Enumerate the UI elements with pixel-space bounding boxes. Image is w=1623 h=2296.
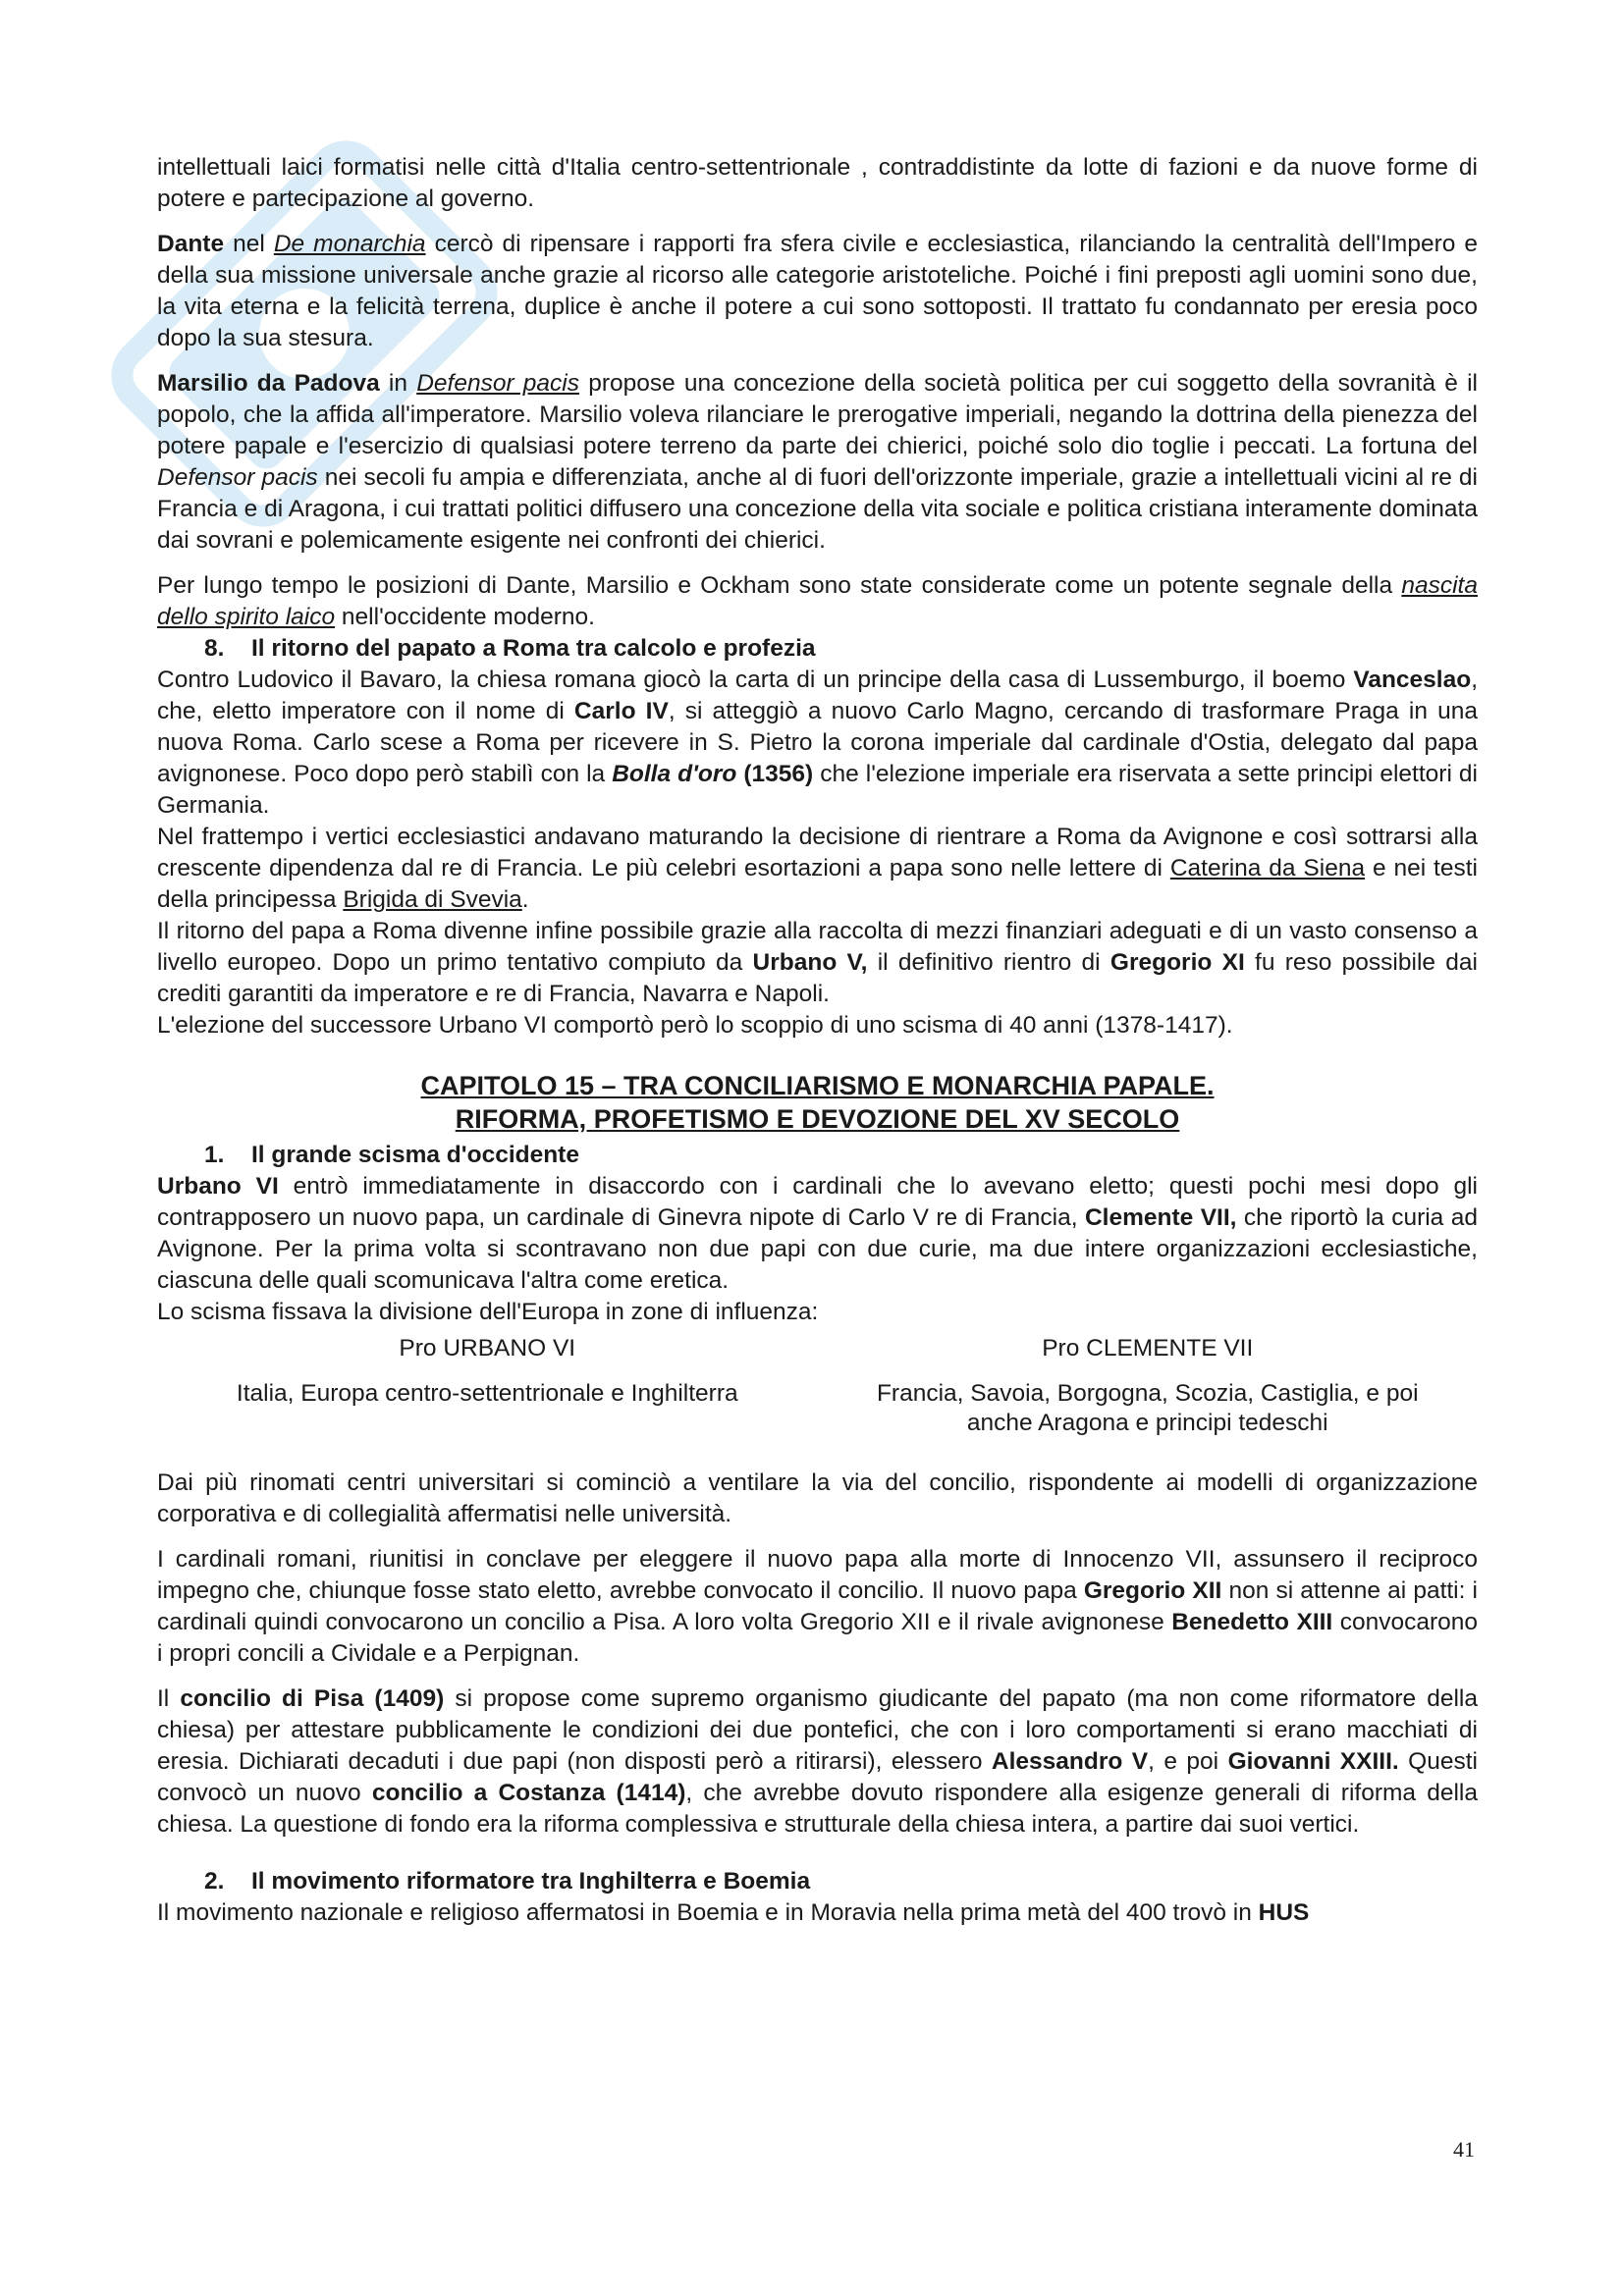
paragraph: Nel frattempo i vertici ecclesiastici andavano maturando la decisione di rientrare a Roma da Avignone e così sottrarsi alla crescente dipendenza dal re di Francia. Le più celebri esortazioni a papa sono nelle lettere di Caterina da Siena e nei testi della principessa Brigida di Svevia.	[157, 824, 1478, 913]
column-body: Francia, Savoia, Borgogna, Scozia, Castiglia, e poi anche Aragona e principi tedeschi	[876, 1380, 1419, 1436]
paragraph: Lo scisma fissava la divisione dell'Europa in zone di influenza:	[157, 1299, 819, 1325]
paragraph: Il ritorno del papa a Roma divenne infine possibile grazie alla raccolta di mezzi finanziari adeguati e di un vasto consenso a livello europeo. Dopo un primo tentativo compiuto da Urbano V, il definitivo rientro di Gregorio XI fu reso possibile dai crediti garantiti da imperatore e re di Francia, Navarra e Napoli.	[157, 918, 1478, 1007]
paragraph: Dai più rinomati centri universitari si cominciò a ventilare la via del concilio, rispondente ai modelli di organizzazione corporativa e di collegialità affermatisi nelle università.	[157, 1469, 1478, 1527]
chapter-title: CAPITOLO 15 – TRA CONCILIARISMO E MONARCHIA PAPALE. RIFORMA, PROFETISMO E DEVOZIONE DEL XV SECOLO	[420, 1071, 1215, 1134]
paragraph: Il movimento nazionale e religioso affermatosi in Boemia e in Moravia nella prima metà del 400 trovò in HUS	[157, 1899, 1310, 1926]
document-body	[157, 152, 1478, 1929]
paragraph: Urbano VI entrò immediatamente in disaccordo con i cardinali che lo avevano eletto; questi pochi mesi dopo gli contrapposero un nuovo papa, un cardinale di Ginevra nipote di Carlo V re di Francia, Clemente VII, che riportò la curia ad Avignone. Per la prima volta si scontravano non due papi con due curie, ma due intere organizzazioni ecclesiastiche, ciascuna delle quali scomunicava l'altra come eretica.	[157, 1173, 1478, 1294]
table-column-urbano	[157, 1334, 818, 1454]
column-body: Italia, Europa centro-settentrionale e Inghilterra	[236, 1380, 738, 1407]
table-column-clemente	[818, 1334, 1479, 1454]
section-heading-1: 1. Il grande scisma d'occidente	[204, 1142, 579, 1168]
paragraph: I cardinali romani, riunitisi in conclave per eleggere il nuovo papa alla morte di Innocenzo VII, assunsero il reciproco impegno che, chiunque fosse stato eletto, avrebbe convocato il concilio. Il nuovo papa Gregorio XII non si attenne ai patti: i cardinali quindi convocarono un concilio a Pisa. A loro volta Gregorio XII e il rivale avignonese Benedetto XIII convocarono i propri concili a Cividale e a Perpignan.	[157, 1546, 1478, 1667]
paragraph: L'elezione del successore Urbano VI comportò però lo scoppio di uno scisma di 40 anni (1378-1417).	[157, 1012, 1233, 1039]
column-header: Pro CLEMENTE VII	[1042, 1335, 1254, 1362]
column-header: Pro URBANO VI	[399, 1335, 576, 1362]
paragraph: Il concilio di Pisa (1409) si propose come supremo organismo giudicante del papato (ma non come riformatore della chiesa) per attestare pubblicamente le condizioni dei due pontefici, che con i loro comportamenti si erano macchiati di eresia. Dichiarati decaduti i due papi (non disposti però a ritirarsi), elessero Alessandro V, e poi Giovanni XXIII. Questi convocò un nuovo concilio a Costanza (1414), che avrebbe dovuto rispondere alla esigenze generali di riforma della chiesa. La questione di fondo era la riforma complessiva e strutturale della chiesa intera, a partire dai suoi vertici.	[157, 1685, 1479, 1838]
paragraph-marsilio: Marsilio da Padova in Defensor pacis propose una concezione della società politica per cui soggetto della sovranità è il popolo, che la affida all'imperatore. Marsilio voleva rilanciare le prerogative imperiali, negando la dottrina della pienezza del potere papale e l'esercizio di qualsiasi potere terreno da parte dei chierici, poiché solo dio toglie i peccati. La fortuna del Defensor pacis nei secoli fu ampia e differenziata, anche al di fuori dell'orizzonte imperiale, grazie a intellettuali vicini al re di Francia e di Aragona, i cui trattati politici diffusero una concezione della vita sociale e politica cristiana interamente dominata dai sovrani e polemicamente esigente nei confronti dei chierici.	[157, 370, 1478, 554]
paragraph: Contro Ludovico il Bavaro, la chiesa romana giocò la carta di un principe della casa di Lussemburgo, il boemo Vanceslao, che, eletto imperatore con il nome di Carlo IV, si atteggiò a nuovo Carlo Magno, cercando di trasformare Praga in una nuova Roma. Carlo scese a Roma per ricevere in S. Pietro la corona imperiale dal cardinale d'Ostia, delegato dal papa avignonese. Poco dopo però stabilì con la Bolla d'oro (1356) che l'elezione imperiale era riservata a sette principi elettori di Germania.	[157, 667, 1478, 819]
influence-table	[157, 1334, 1478, 1454]
paragraph-laicism: Per lungo tempo le posizioni di Dante, Marsilio e Ockham sono state considerate come un potente segnale della nascita dello spirito laico nell'occidente moderno.	[157, 572, 1478, 630]
page-number: 41	[1453, 2137, 1475, 2162]
paragraph: intellettuali laici formatisi nelle città d'Italia centro-settentrionale , contraddistinte da lotte di fazioni e da nuove forme di potere e partecipazione al governo.	[157, 154, 1478, 212]
section-heading-8: 8. Il ritorno del papato a Roma tra calcolo e profezia	[204, 635, 816, 662]
section-heading-2: 2. Il movimento riformatore tra Inghilterra e Boemia	[204, 1868, 811, 1895]
paragraph-dante: Dante nel De monarchia cercò di ripensare i rapporti fra sfera civile e ecclesiastica, rilanciando la centralità dell'Impero e della sua missione universale anche grazie al ricorso alle categorie aristoteliche. Poiché i fini preposti agli uomini sono due, la vita eterna e la felicità terrena, duplice è anche il potere a cui sono sottoposti. Il trattato fu condannato per eresia poco dopo la sua stesura.	[157, 231, 1479, 351]
